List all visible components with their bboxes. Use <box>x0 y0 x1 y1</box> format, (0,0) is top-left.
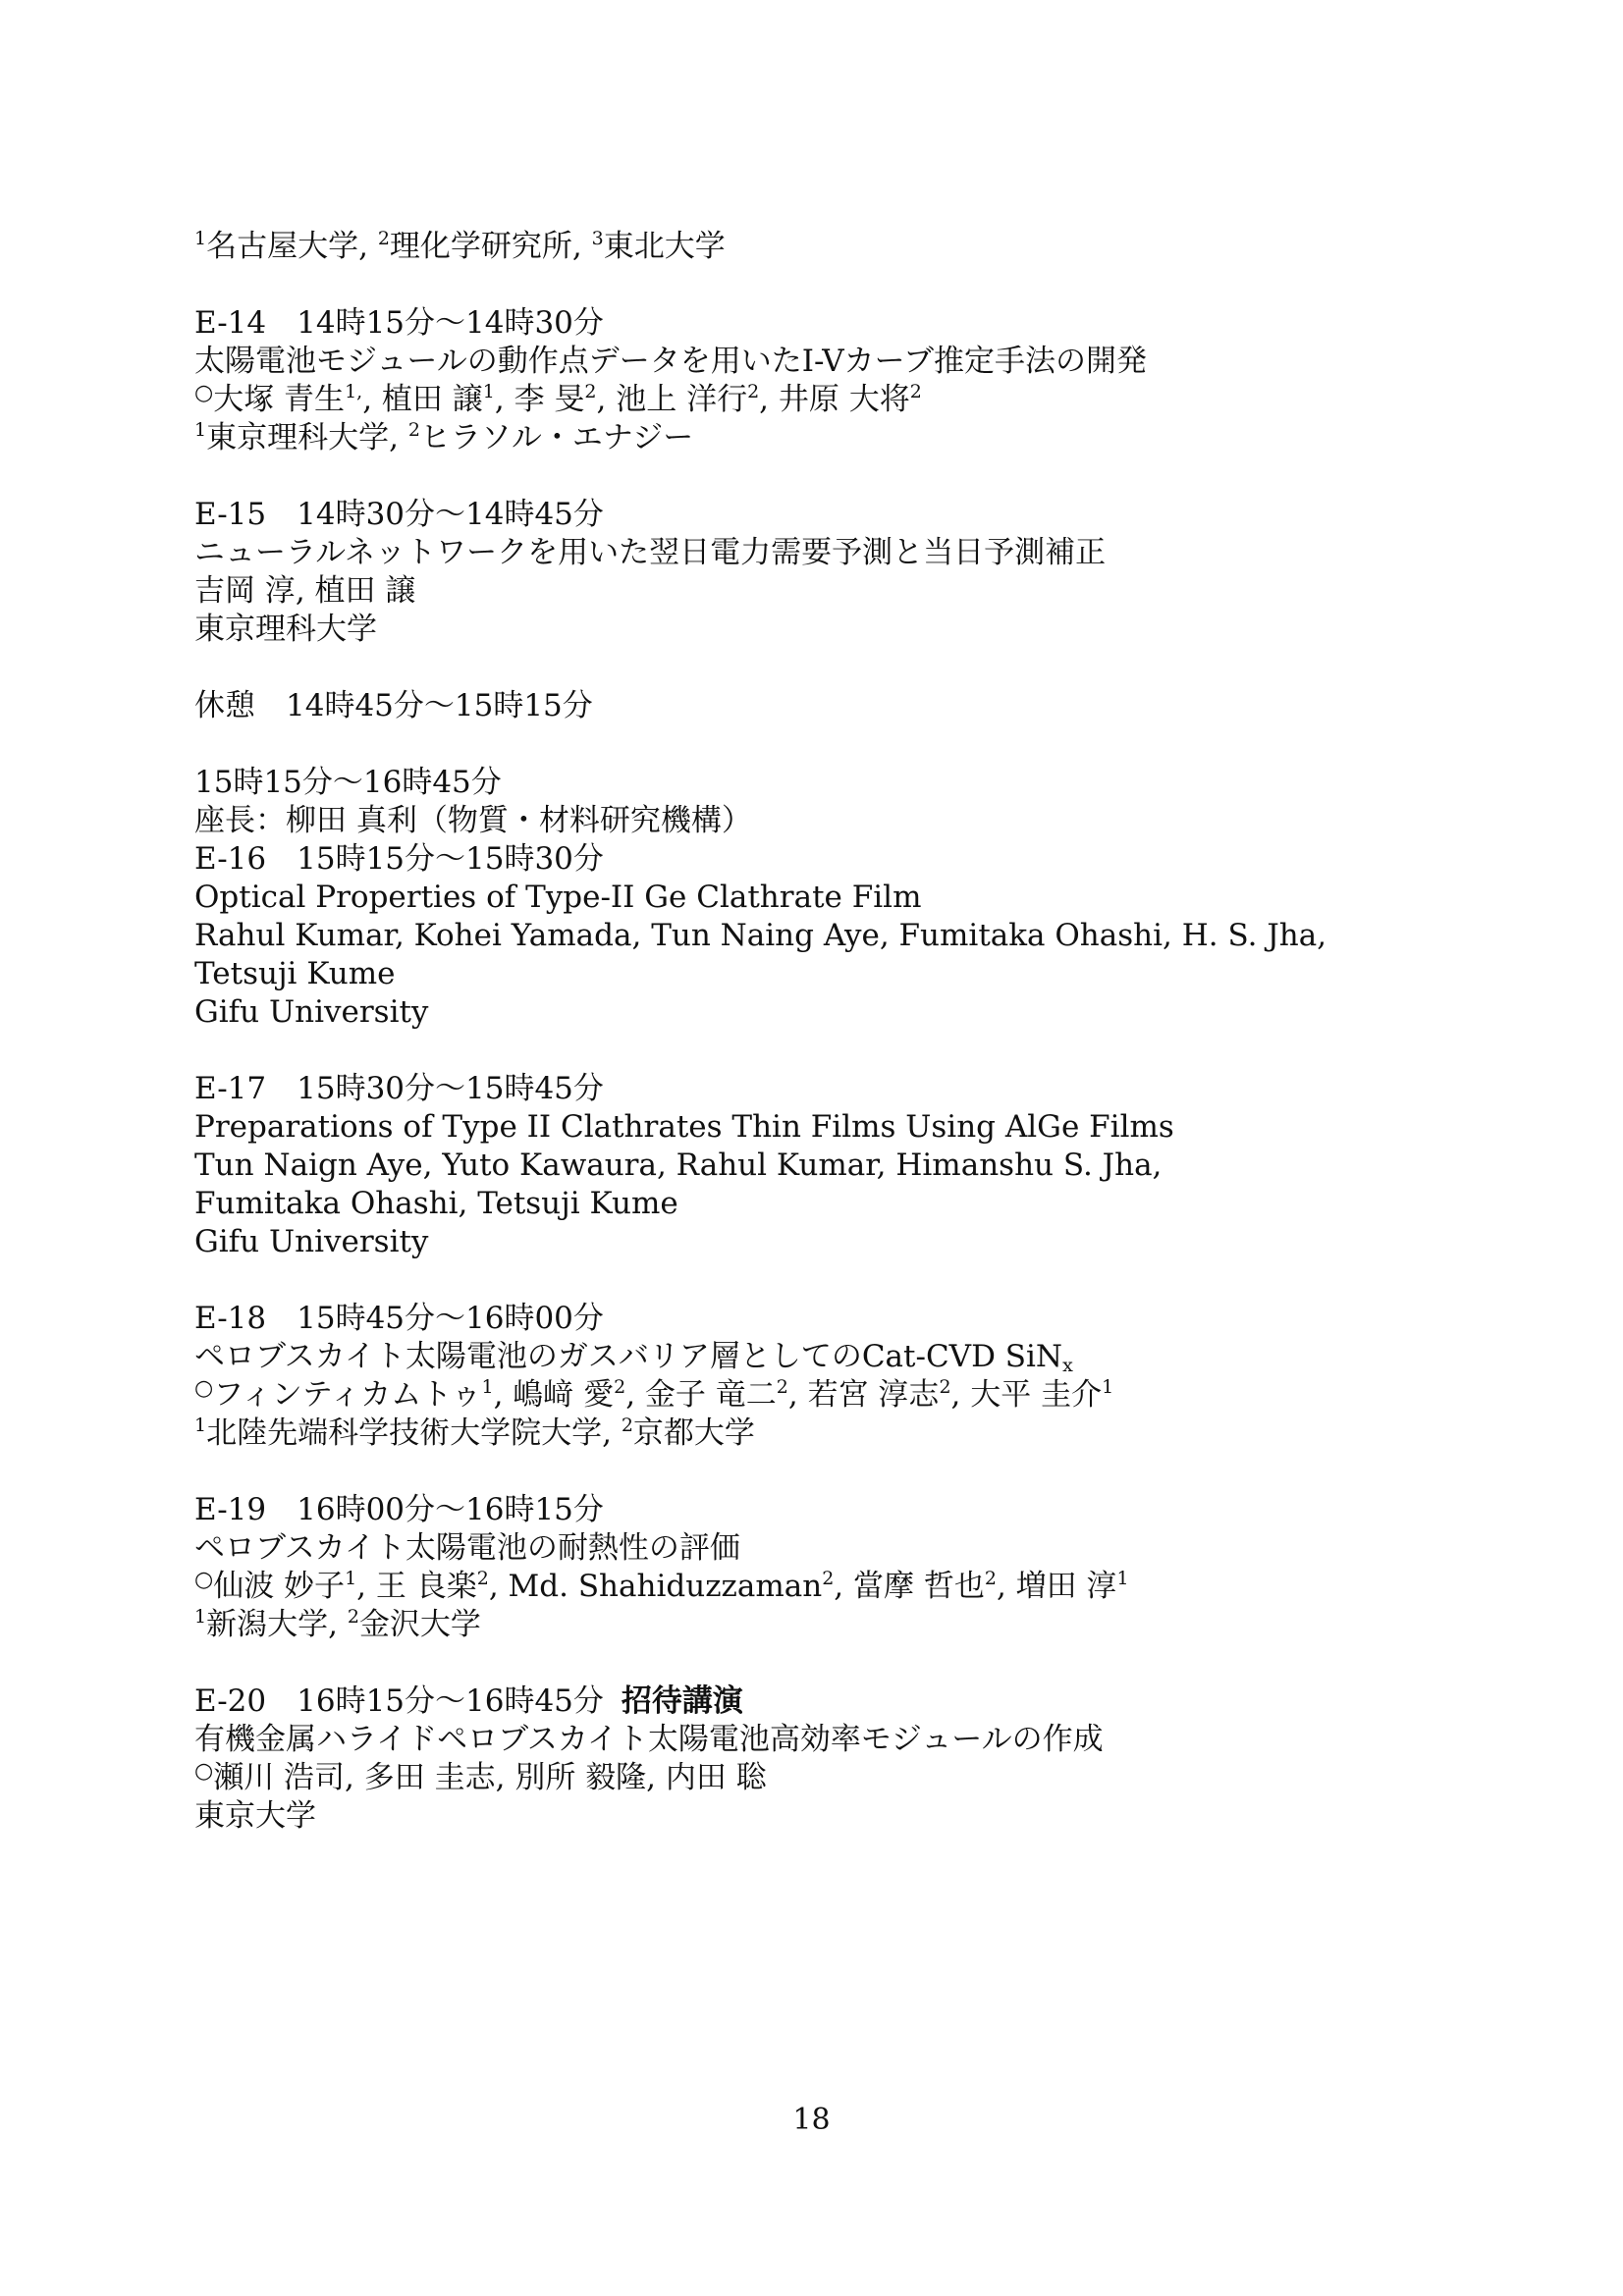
presentation-affiliation: $^1$北陸先端科学技術大学院大学, $^2$京都大学 <box>194 1415 755 1451</box>
spacer <box>194 1644 1432 1682</box>
author: 瀬川 浩司, 多田 圭志, 別所 毅隆, 内田 聡 <box>213 1760 767 1795</box>
presentation-affiliation: Gifu University <box>194 994 429 1030</box>
presentation-header: E-17 15時30分～15時45分 <box>194 1071 604 1106</box>
page-number: 18 <box>792 2103 831 2137</box>
presentation-title: 有機金属ハライドペロブスカイト太陽電池高効率モジュールの作成 <box>194 1722 1104 1757</box>
presentation-e17 <box>194 1070 1432 1261</box>
author: , Md. Shahiduzzaman <box>488 1569 823 1604</box>
presenter-mark: ○ <box>194 381 214 405</box>
affil-sup: 2 <box>377 228 390 249</box>
presentation-title: Optical Properties of Type-II Ge Clathrate Film <box>194 880 922 915</box>
presentation-title: ペロブスカイト太陽電池の耐熱性の評価 <box>194 1530 740 1566</box>
author: , 増田 淳 <box>996 1569 1117 1604</box>
affiliation-intro <box>194 228 1432 266</box>
presentation-authors: ○大塚 青生$^{1,}$, 植田 譲$^1$, 李 旻$^2$, 池上 洋行$^2$, 井原 大将$^2$ <box>194 381 922 417</box>
presentation-affiliation: Gifu University <box>194 1224 429 1259</box>
presentation-header: E-16 15時15分～15時30分 <box>194 841 604 877</box>
presentation-e19 <box>194 1491 1432 1644</box>
presentation-header: E-20 16時15分～16時45分 招待講演 <box>194 1683 743 1719</box>
spacer <box>194 1032 1432 1070</box>
presentation-authors-cont: Tetsuji Kume <box>194 956 396 991</box>
presentation-authors-cont: Fumitaka Ohashi, Tetsuji Kume <box>194 1186 678 1221</box>
presentation-authors <box>194 1759 1432 1797</box>
presentation-title: 太陽電池モジュールの動作点データを用いたI-Vカーブ推定手法の開発 <box>194 344 1148 379</box>
spacer <box>194 1261 1432 1300</box>
presentation-affiliation: $^1$新潟大学, $^2$金沢大学 <box>194 1606 481 1642</box>
presentation-e16 <box>194 840 1432 1032</box>
break-line: 休憩 14時45分～15時15分 <box>194 688 593 723</box>
presentation-title: Preparations of Type II Clathrates Thin Films Using AlGe Films <box>194 1109 1174 1145</box>
author: , 若宮 淳志 <box>787 1377 940 1413</box>
affil-text: 東北大学 <box>603 229 726 264</box>
spacer <box>194 1453 1432 1491</box>
presentation-authors: 吉岡 淳, 植田 譲 <box>194 573 416 609</box>
session-chair: 座長：柳田 真利（物質・材料研究機構） <box>194 803 752 838</box>
program-page <box>194 228 1432 1836</box>
presentation-authors: ○仙波 妙子$^1$, 王 良楽$^2$, Md. Shahiduzzaman$^2$, 當摩 哲也$^2$, 増田 淳$^1$ <box>194 1568 1129 1604</box>
invited-talk-label: 招待講演 <box>621 1683 743 1719</box>
affil-sup: 1 <box>194 228 207 249</box>
author: , 大平 圭介 <box>950 1377 1103 1413</box>
presentation-title: ペロブスカイト太陽電池のガスバリア層としてのCat-CVD SiN$_x$ <box>194 1339 1073 1376</box>
presentation-affiliation: 東京大学 <box>194 1798 316 1834</box>
presentation-header: E-19 16時00分～16時15分 <box>194 1492 604 1527</box>
author: , 金子 竜二 <box>625 1377 777 1413</box>
presentation-header: E-14 14時15分～14時30分 <box>194 305 604 341</box>
presenter-mark: ○ <box>194 1568 214 1592</box>
affil-sup: 3 <box>591 228 604 249</box>
presentation-affiliation: $^1$東京理科大学, $^2$ヒラソル・エナジー <box>194 419 694 455</box>
affil-text: 理化学研究所, <box>389 229 592 264</box>
presentation-authors: Rahul Kumar, Kohei Yamada, Tun Naing Aye, Fumitaka Ohashi, H. S. Jha, <box>194 918 1327 953</box>
presentation-affiliation: 東京理科大学 <box>194 612 377 647</box>
session-time: 15時15分～16時45分 <box>194 765 502 800</box>
author: , 井原 大将 <box>759 382 910 417</box>
author: , 李 旻 <box>494 382 585 417</box>
presentation-header: E-15 14時30分～14時45分 <box>194 497 604 532</box>
author: , 王 良楽 <box>356 1569 477 1604</box>
affil-text: 名古屋大学, <box>206 229 378 264</box>
presentation-e15 <box>194 496 1432 649</box>
author: , 池上 洋行 <box>596 382 748 417</box>
presentation-e20 <box>194 1682 1432 1836</box>
presentation-title: ニューラルネットワークを用いた翌日電力需要予測と当日予測補正 <box>194 535 1107 570</box>
presenter-mark: ○ <box>194 1376 214 1401</box>
author: , 嶋﨑 愛 <box>493 1377 615 1413</box>
spacer <box>194 266 1432 304</box>
presentation-header: E-18 15時45分～16時00分 <box>194 1301 604 1336</box>
presenter-mark: ○ <box>194 1759 214 1784</box>
author: 仙波 妙子 <box>213 1569 346 1604</box>
author: フィンティカムトゥ <box>213 1377 482 1413</box>
presentation-e18 <box>194 1300 1432 1453</box>
spacer <box>194 457 1432 496</box>
spacer <box>194 725 1432 764</box>
presentation-authors: Tun Naign Aye, Yuto Kawaura, Rahul Kumar, Himanshu S. Jha, <box>194 1148 1163 1183</box>
author: , 當摩 哲也 <box>834 1569 985 1604</box>
presentation-e14 <box>194 304 1432 457</box>
presentation-authors: ○フィンティカムトゥ$^1$, 嶋﨑 愛$^2$, 金子 竜二$^2$, 若宮 淳志$^2$, 大平 圭介$^1$ <box>194 1376 1114 1413</box>
author: 大塚 青生 <box>213 382 346 417</box>
spacer <box>194 649 1432 687</box>
author: , 植田 譲 <box>362 382 483 417</box>
